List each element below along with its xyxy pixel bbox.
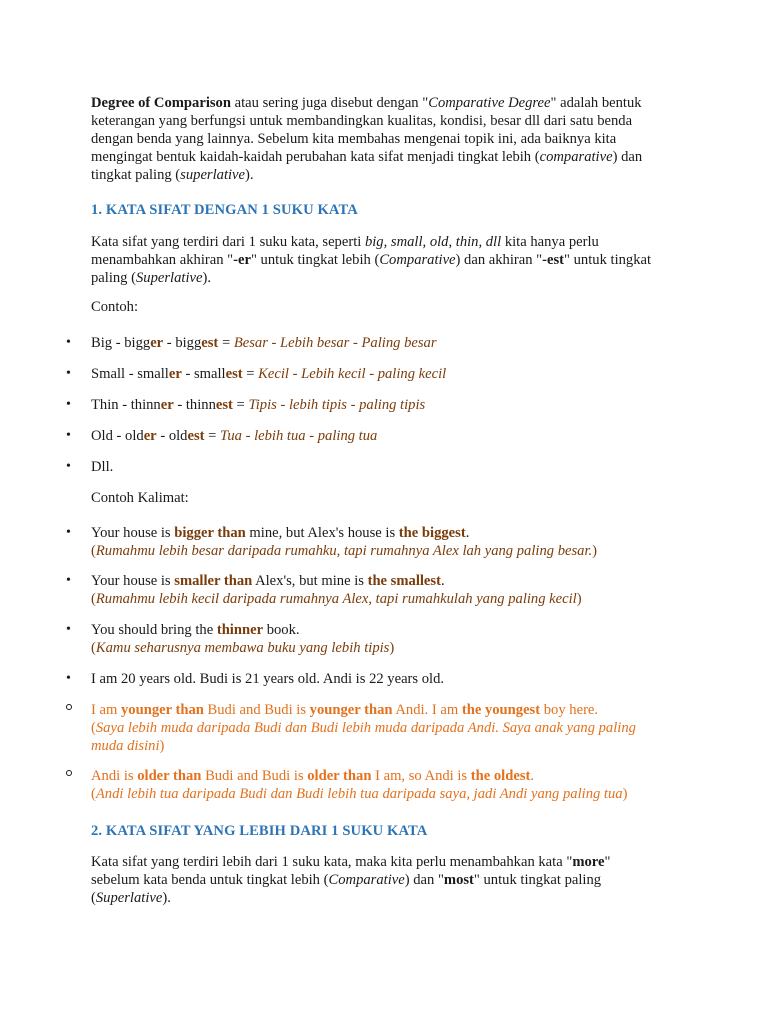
list-item: Andi is older than Budi and Budi is older than I am, so Andi is the oldest. (Andi lebih tua daripada Budi dan Budi lebih tua daripada saya, jadi Andi yang paling tua) <box>91 767 691 803</box>
list-item: • Small - smaller - smallest = Kecil - Lebih kecil - paling kecil <box>66 366 447 382</box>
list-item: • Your house is bigger than mine, but Alex's house is the biggest. (Rumahmu lebih besar daripada rumahku, tapi rumahnya Alex lah yang paling besar.) <box>66 525 598 559</box>
bullet-icon: • <box>66 525 71 540</box>
contoh-label: Contoh: <box>91 299 139 315</box>
section1-paragraph: Kata sifat yang terdiri dari 1 suku kata, seperti big, small, old, thin, dll kita hanya perlu menambahkan akhiran "-er" untuk tingkat lebih (Comparative) dan akhiran "-est" untuk tingkat paling (Superlative). <box>91 234 652 286</box>
circle-bullet-icon <box>66 770 72 776</box>
circle-bullet-icon <box>66 704 72 710</box>
list-item: • Your house is smaller than Alex's, but mine is the smallest. (Rumahmu lebih kecil daripada rumahnya Alex, tapi rumahkulah yang paling kecil) <box>66 573 582 607</box>
bullet-icon: • <box>66 335 71 350</box>
intro-paragraph: Degree of Comparison atau sering juga disebut dengan "Comparative Degree" adalah bentuk keterangan yang berfungsi untuk membandingkan kualitas, kondisi, besar dll dari satu benda dengan benda yang lainnya. Sebelum kita membahas mengenai topik ini, ada baiknya kita mengingat bentuk kaidah-kaidah perubahan kata sifat menjadi tingkat lebih (comparative) dan tingkat paling (superlative). <box>91 95 643 183</box>
bullet-icon: • <box>66 397 71 412</box>
section2-paragraph: Kata sifat yang terdiri lebih dari 1 suku kata, maka kita perlu menambahkan kata "more" sebelum kata benda untuk tingkat lebih (Comparative) dan "most" untuk tingkat paling (Superlative). <box>91 854 611 906</box>
list-item: • Thin - thinner - thinnest = Tipis - lebih tipis - paling tipis <box>66 397 426 413</box>
list-item: • I am 20 years old. Budi is 21 years old. Andi is 22 years old. <box>66 671 445 687</box>
section1-heading: 1. KATA SIFAT DENGAN 1 SUKU KATA <box>91 202 358 218</box>
bullet-icon: • <box>66 428 71 443</box>
list-item: • Dll. <box>66 459 114 475</box>
bullet-icon: • <box>66 622 71 637</box>
bullet-icon: • <box>66 573 71 588</box>
list-item: • You should bring the thinner book. (Kamu seharusnya membawa buku yang lebih tipis) <box>66 622 395 656</box>
term-degree-of-comparison: Degree of Comparison <box>91 95 231 111</box>
bullet-icon: • <box>66 459 71 474</box>
bullet-icon: • <box>66 366 71 381</box>
section2-heading: 2. KATA SIFAT YANG LEBIH DARI 1 SUKU KATA <box>91 823 428 839</box>
bullet-icon: • <box>66 671 71 686</box>
contoh-kalimat-label: Contoh Kalimat: <box>91 490 189 506</box>
list-item: • Old - older - oldest = Tua - lebih tua - paling tua <box>66 428 378 444</box>
list-item: • Big - bigger - biggest = Besar - Lebih besar - Paling besar <box>66 335 437 351</box>
list-item: I am younger than Budi and Budi is younger than Andi. I am the youngest boy here. (Saya lebih muda daripada Budi dan Budi lebih muda daripada Andi. Saya anak yang paling muda disini) <box>91 701 691 755</box>
